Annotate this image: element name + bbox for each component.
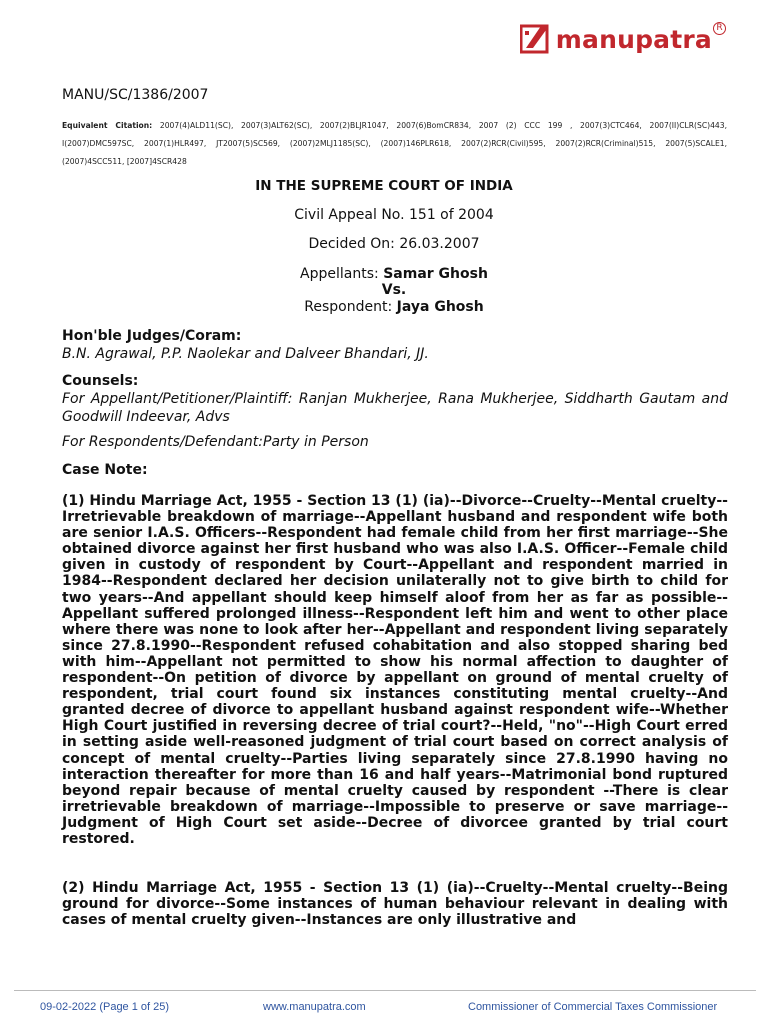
manupatra-logo-icon xyxy=(520,24,550,54)
court-name: IN THE SUPREME COURT OF INDIA xyxy=(255,178,513,194)
appellant-name: Samar Ghosh xyxy=(383,266,488,282)
decided-on: Decided On: 26.03.2007 xyxy=(308,236,480,252)
footer-date-page: 09-02-2022 (Page 1 of 25) xyxy=(40,1001,170,1013)
versus-label: Vs. xyxy=(381,282,407,298)
case-note-heading: Case Note: xyxy=(62,462,148,478)
brand-name: manupatra xyxy=(555,24,712,54)
appellants-label: Appellants: xyxy=(300,266,379,282)
respondent-name: Jaya Ghosh xyxy=(396,299,484,315)
footer-website-link[interactable]: www.manupatra.com xyxy=(263,1001,366,1013)
footer-divider xyxy=(14,990,756,991)
registered-mark-icon: R xyxy=(713,22,726,35)
versus xyxy=(0,282,768,298)
manupatra-logo xyxy=(520,23,723,54)
judges-heading: Hon'ble Judges/Coram: xyxy=(62,328,242,344)
counsels-section xyxy=(62,372,728,426)
counsels-heading: Counsels: xyxy=(62,373,139,389)
citation-id: MANU/SC/1386/2007 xyxy=(62,87,209,103)
counsel-appellant: For Appellant/Petitioner/Plaintiff: Ranjan Mukherjee, Rana Mukherjee, Siddharth Gautam and Goodwill Indeevar, Advs xyxy=(62,391,728,425)
judges-list: B.N. Agrawal, P.P. Naolekar and Dalveer Bhandari, JJ. xyxy=(62,346,429,362)
case-note-paragraph-2: (2) Hindu Marriage Act, 1955 - Section 13 (1) (ia)--Cruelty--Mental cruelty--Being ground for divorce--Some instances of human behaviour relevant in dealing with cases of mental cruelty given--Instances are only illustrative and xyxy=(62,880,728,929)
appellants-line xyxy=(0,266,768,282)
equivalent-citation-list: 2007(4)ALD11(SC), 2007(3)ALT62(SC), 2007(2)BLJR1047, 2007(6)BomCR834, 2007 (2) CCC 199 , 2007(3)CTC464, 2007(II)CLR(SC)443, I(2007)DMC597SC, 2007(1)HLR497, JT2007(5)SC569, (2007)2MLJ1185(SC), (2007)146PLR618, 2007(2)RCR(Civil)595, 2007(2)RCR(Criminal)515, 2007(5)SCALE1, (2007)4SCC511, [2007]4SCR428 xyxy=(62,121,727,166)
counsel-respondent: For Respondents/Defendant:Party in Person xyxy=(62,434,369,450)
respondent-label: Respondent: xyxy=(304,299,393,315)
appeal-number: Civil Appeal No. 151 of 2004 xyxy=(294,207,494,223)
judges-section xyxy=(62,327,728,363)
equivalent-citation xyxy=(62,117,727,171)
equivalent-citation-label: Equivalent Citation: xyxy=(62,121,153,130)
footer-licensee: Commissioner of Commercial Taxes Commissioner xyxy=(468,1001,718,1013)
respondent-line xyxy=(0,299,768,315)
case-note-paragraph-1: (1) Hindu Marriage Act, 1955 - Section 13 (1) (ia)--Divorce--Cruelty--Mental cruelty--Irretrievable breakdown of marriage--Appellant husband and respondent wife both are senior I.A.S. Officers--Respondent had female child from her first marriage--She obtained divorce against her first husband who was also I.A.S. Officer--Female child given in custody of respondent by Court--Appellant and respondent married in 1984--Respondent declared her decision unilaterally not to give birth to child for two years--And appellant should keep himself aloof from her as far as possible--Appellant suffered prolonged illness--Respondent left him and went to other place where there was none to look after her--Appellant and respondent living separately since 27.8.1990--Respondent refused cohabitation and also stopped sharing bed with him--Appellant not permitted to show his normal affection to daughter of respondent--On petition of divorce by appellant on ground of mental cruelty of respondent, trial court found six instances constituting mental cruelty--And granted decree of divorce to appellant husband against respondent wife--Whether High Court justified in reversing decree of trial court?--Held, "no"--High Court erred in setting aside well-reasoned judgment of trial court based on correct analysis of concept of mental cruelty--Parties living separately since 27.8.1990 having no interaction thereafter for more than 16 and half years--Matrimonial bond ruptured beyond repair because of mental cruelty caused by respondent --There is clear irretrievable breakdown of marriage--Impossible to preserve or save marriage--Judgment of High Court set aside--Decree of divorcee granted by trial court restored. xyxy=(62,493,728,847)
